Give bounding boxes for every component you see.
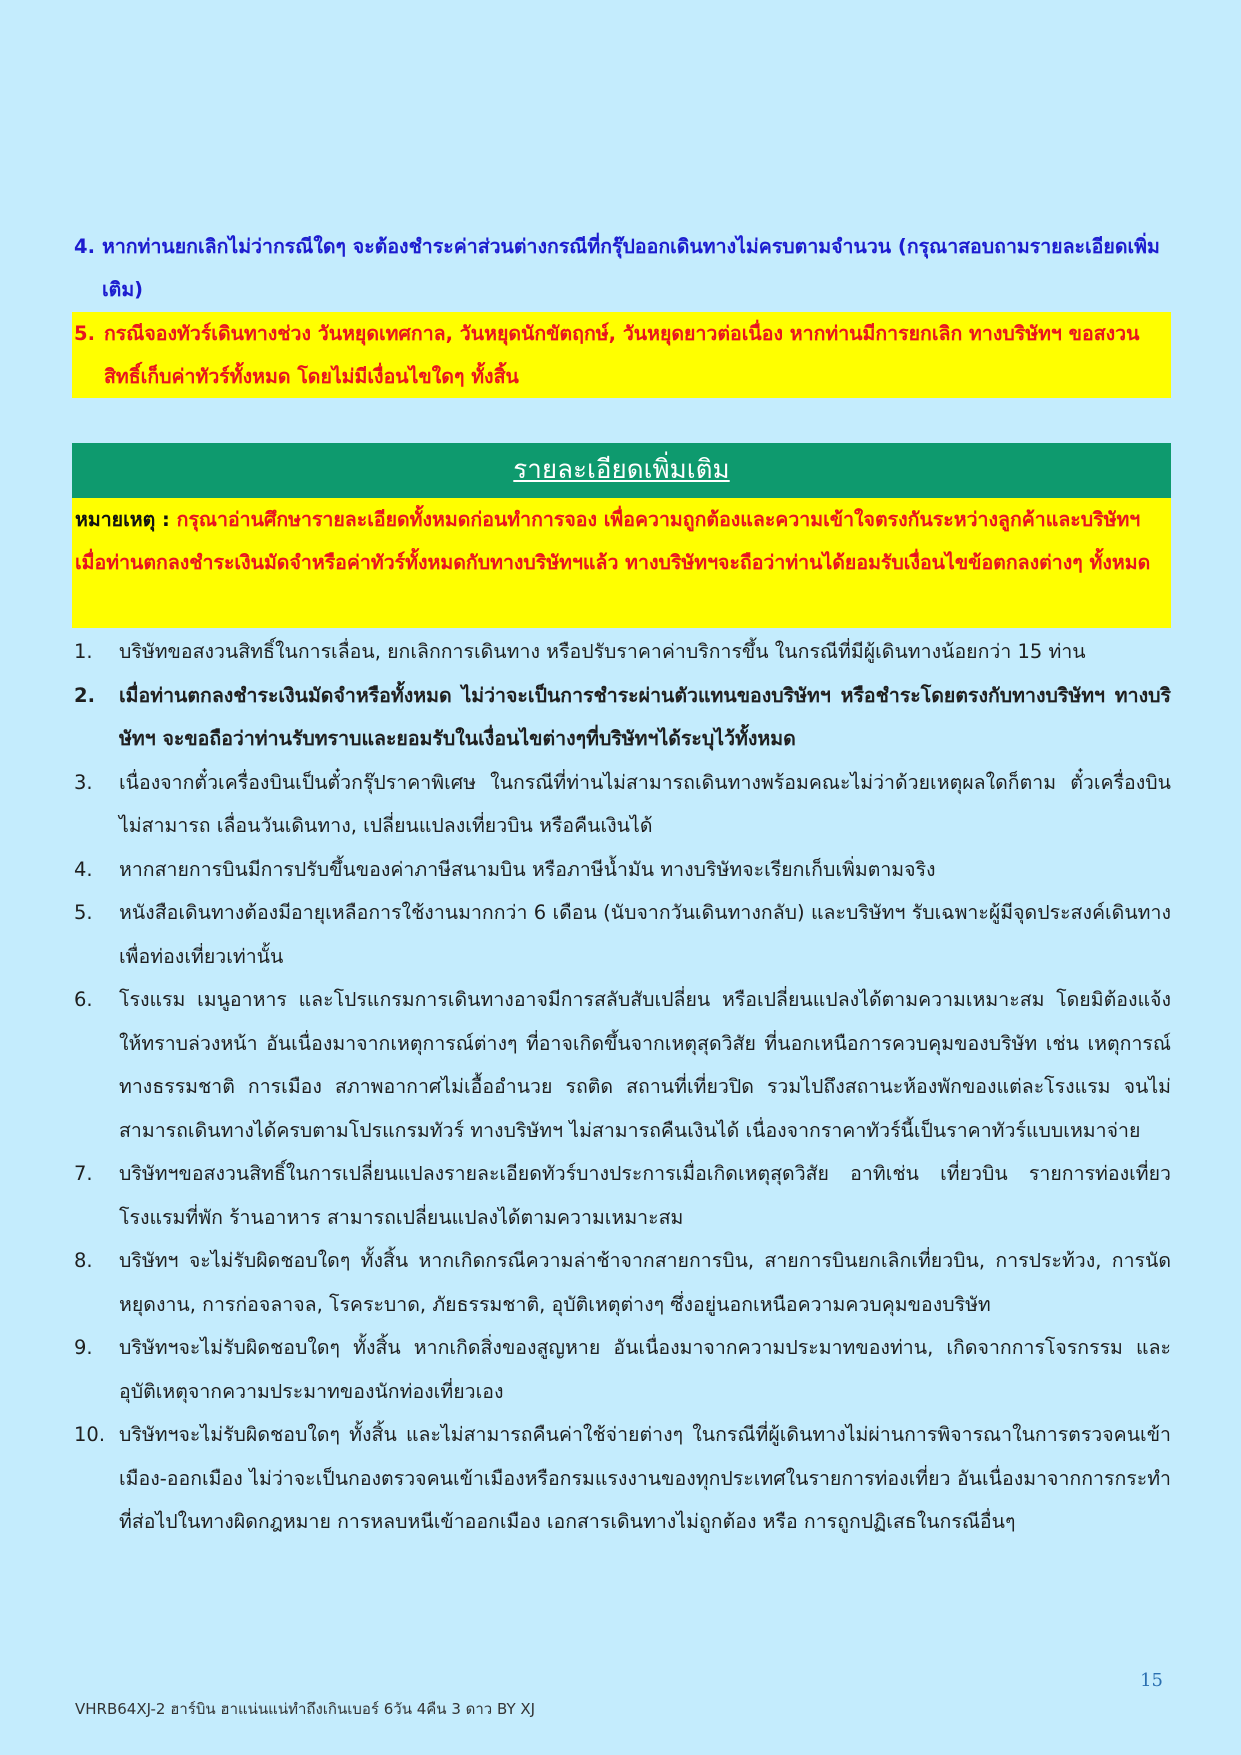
term-number: 3. [74,770,93,794]
term-number: 4. [74,857,93,881]
term-text: บริษัทขอสงวนสิทธิ์ในการเลื่อน, ยกเลิกการเดินทาง หรือปรับราคาค่าบริการขึ้น ในกรณีที่มีผู้เดินทางน้อยกว่า 15 ท่าน [119,640,1086,663]
term-number: 6. [74,988,93,1011]
remark-text: กรุณาอ่านศึกษารายละเอียดทั้งหมดก่อนทำการจอง เพื่อความถูกต้องและความเข้าใจตรงกันระหว่างลูกค้าและบริษัทฯ เมื่อท่านตกลงชำระเงินมัดจำหรือค่าทัวร์ทั้งหมดกับทางบริษัทฯแล้ว ทางบริษัทฯจะถือว่าท่านได้ยอมรับเงื่อนไขข้อตกลงต่างๆ ทั้งหมด [75,508,1151,574]
condition-number: 4. [74,235,95,258]
term-item [72,1413,1171,1544]
term-item [72,978,1171,1152]
term-item [72,1326,1171,1413]
term-text: เนื่องจากตั๋วเครื่องบินเป็นตั๋วกรุ๊ปราคาพิเศษ ในกรณีที่ท่านไม่สามารถเดินทางพร้อมคณะไม่ว่าด้วยเหตุผลใดก็ตาม ตั๋วเครื่องบินไม่สามารถ เลื่อนวันเดินทาง, เปลี่ยนแปลงเที่ยวบิน หรือคืนเงินได้ [119,770,1171,837]
term-text: บริษัทฯจะไม่รับผิดชอบใดๆ ทั้งสิ้น หากเกิดสิ่งของสูญหาย อันเนื่องมาจากความประมาทของท่าน, เกิดจากการโจรกรรม และ อุบัติเหตุจากความประมาทของนักท่องเที่ยวเอง [119,1336,1171,1403]
term-item [72,674,1171,761]
term-item [72,1239,1171,1326]
cancellation-condition-4 [72,225,1171,311]
term-text: หากสายการบินมีการปรับขึ้นของค่าภาษีสนามบิน หรือภาษีน้ำมัน ทางบริษัทจะเรียกเก็บเพิ่มตามจริง [119,857,936,881]
term-number: 2. [74,683,95,707]
term-item [72,1152,1171,1239]
term-item [72,630,1171,674]
remark-note [72,498,1171,628]
cancellation-condition-5 [72,312,1171,398]
term-item [72,891,1171,978]
term-number: 1. [74,640,93,663]
term-item [72,761,1171,848]
term-number: 10. [74,1423,106,1446]
page-number: 15 [1140,1670,1163,1691]
term-number: 7. [74,1162,93,1185]
term-text: บริษัทฯ จะไม่รับผิดชอบใดๆ ทั้งสิ้น หากเกิดกรณีความล่าช้าจากสายการบิน, สายการบินยกเลิกเที่ยวบิน, การประท้วง, การนัดหยุดงาน, การก่อจลาจล, โรคระบาด, ภัยธรรมชาติ, อุบัติเหตุต่างๆ ซึ่งอยู่นอกเหนือความควบคุมของบริษัท [119,1249,1171,1316]
term-text: บริษัทฯขอสงวนสิทธิ์ในการเปลี่ยนแปลงรายละเอียดทัวร์บางประการเมื่อเกิดเหตุสุดวิสัย อาทิเช่น เที่ยวบิน รายการท่องเที่ยว โรงแรมที่พัก ร้านอาหาร สามารถเปลี่ยนแปลงได้ตามความเหมาะสม [119,1162,1171,1229]
terms-list [72,630,1171,1544]
term-text: หนังสือเดินทางต้องมีอายุเหลือการใช้งานมากกว่า 6 เดือน (นับจากวันเดินทางกลับ) และบริษัทฯ รับเฉพาะผู้มีจุดประสงค์เดินทางเพื่อท่องเที่ยวเท่านั้น [119,901,1171,968]
term-number: 8. [74,1249,93,1272]
term-text: โรงแรม เมนูอาหาร และโปรแกรมการเดินทางอาจมีการสลับสับเปลี่ยน หรือเปลี่ยนแปลงได้ตามความเหมาะสม โดยมิต้องแจ้งให้ทราบล่วงหน้า อันเนื่องมาจากเหตุการณ์ต่างๆ ที่อาจเกิดขึ้นจากเหตุสุดวิสัย ที่นอกเหนือการควบคุมของบริษัท เช่น เหตุการณ์ทางธรรมชาติ การเมือง สภาพอากาศไม่เอื้ออำนวย รถติด สถานที่เที่ยวปิด รวมไปถึงสถานะห้องพักของแต่ละโรงแรม จนไม่สามารถเดินทางได้ครบตามโปรแกรมทัวร์ ทางบริษัทฯ ไม่สามารถคืนเงินได้ เนื่องจากราคาทัวร์นี้เป็นราคาทัวร์แบบเหมาจ่าย [119,988,1171,1142]
condition-text: หากท่านยกเลิกไม่ว่ากรณีใดๆ จะต้องชำระค่าส่วนต่างกรณีที่กรุ๊ปออกเดินทางไม่ครบตามจำนวน (กรุณาสอบถามรายละเอียดเพิ่มเติม) [102,235,1160,301]
term-number: 5. [74,901,93,924]
footer-tour-code: VHRB64XJ-2 ฮาร์บิน ฮาแน่นแน่ทำถึงเกินเบอร์ 6วัน 4คืน 3 ดาว BY XJ [75,1700,536,1718]
remark-label: หมายเหตุ : [75,508,170,531]
term-item [72,848,1171,892]
section-title-more-details: รายละเอียดเพิ่มเติม [72,443,1171,498]
condition-text: กรณีจองทัวร์เดินทางช่วง วันหยุดเทศกาล, วันหยุดนักขัตฤกษ์, วันหยุดยาวต่อเนื่อง หากท่านมีการยกเลิก ทางบริษัทฯ ขอสงวนสิทธิ์เก็บค่าทัวร์ทั้งหมด โดยไม่มีเงื่อนไขใดๆ ทั้งสิ้น [104,322,1140,388]
term-number: 9. [74,1336,93,1359]
condition-number: 5. [74,322,95,345]
term-text: บริษัทฯจะไม่รับผิดชอบใดๆ ทั้งสิ้น และไม่สามารถคืนค่าใช้จ่ายต่างๆ ในกรณีที่ผู้เดินทางไม่ผ่านการพิจารณาในการตรวจคนเข้าเมือง-ออกเมือง ไม่ว่าจะเป็นกองตรวจคนเข้าเมืองหรือกรมแรงงานของทุกประเทศในรายการท่องเที่ยว อันเนื่องมาจากการกระทำที่ส่อไปในทางผิดกฎหมาย การหลบหนีเข้าออกเมือง เอกสารเดินทางไม่ถูกต้อง หรือ การถูกปฏิเสธในกรณีอื่นๆ [119,1423,1171,1533]
term-text: เมื่อท่านตกลงชำระเงินมัดจำหรือทั้งหมด ไม่ว่าจะเป็นการชำระผ่านตัวแทนของบริษัทฯ หรือชำระโดยตรงกับทางบริษัทฯ ทางบริษัทฯ จะขอถือว่าท่านรับทราบและยอมรับในเงื่อนไขต่างๆที่บริษัทฯได้ระบุไว้ทั้งหมด [119,683,1171,750]
